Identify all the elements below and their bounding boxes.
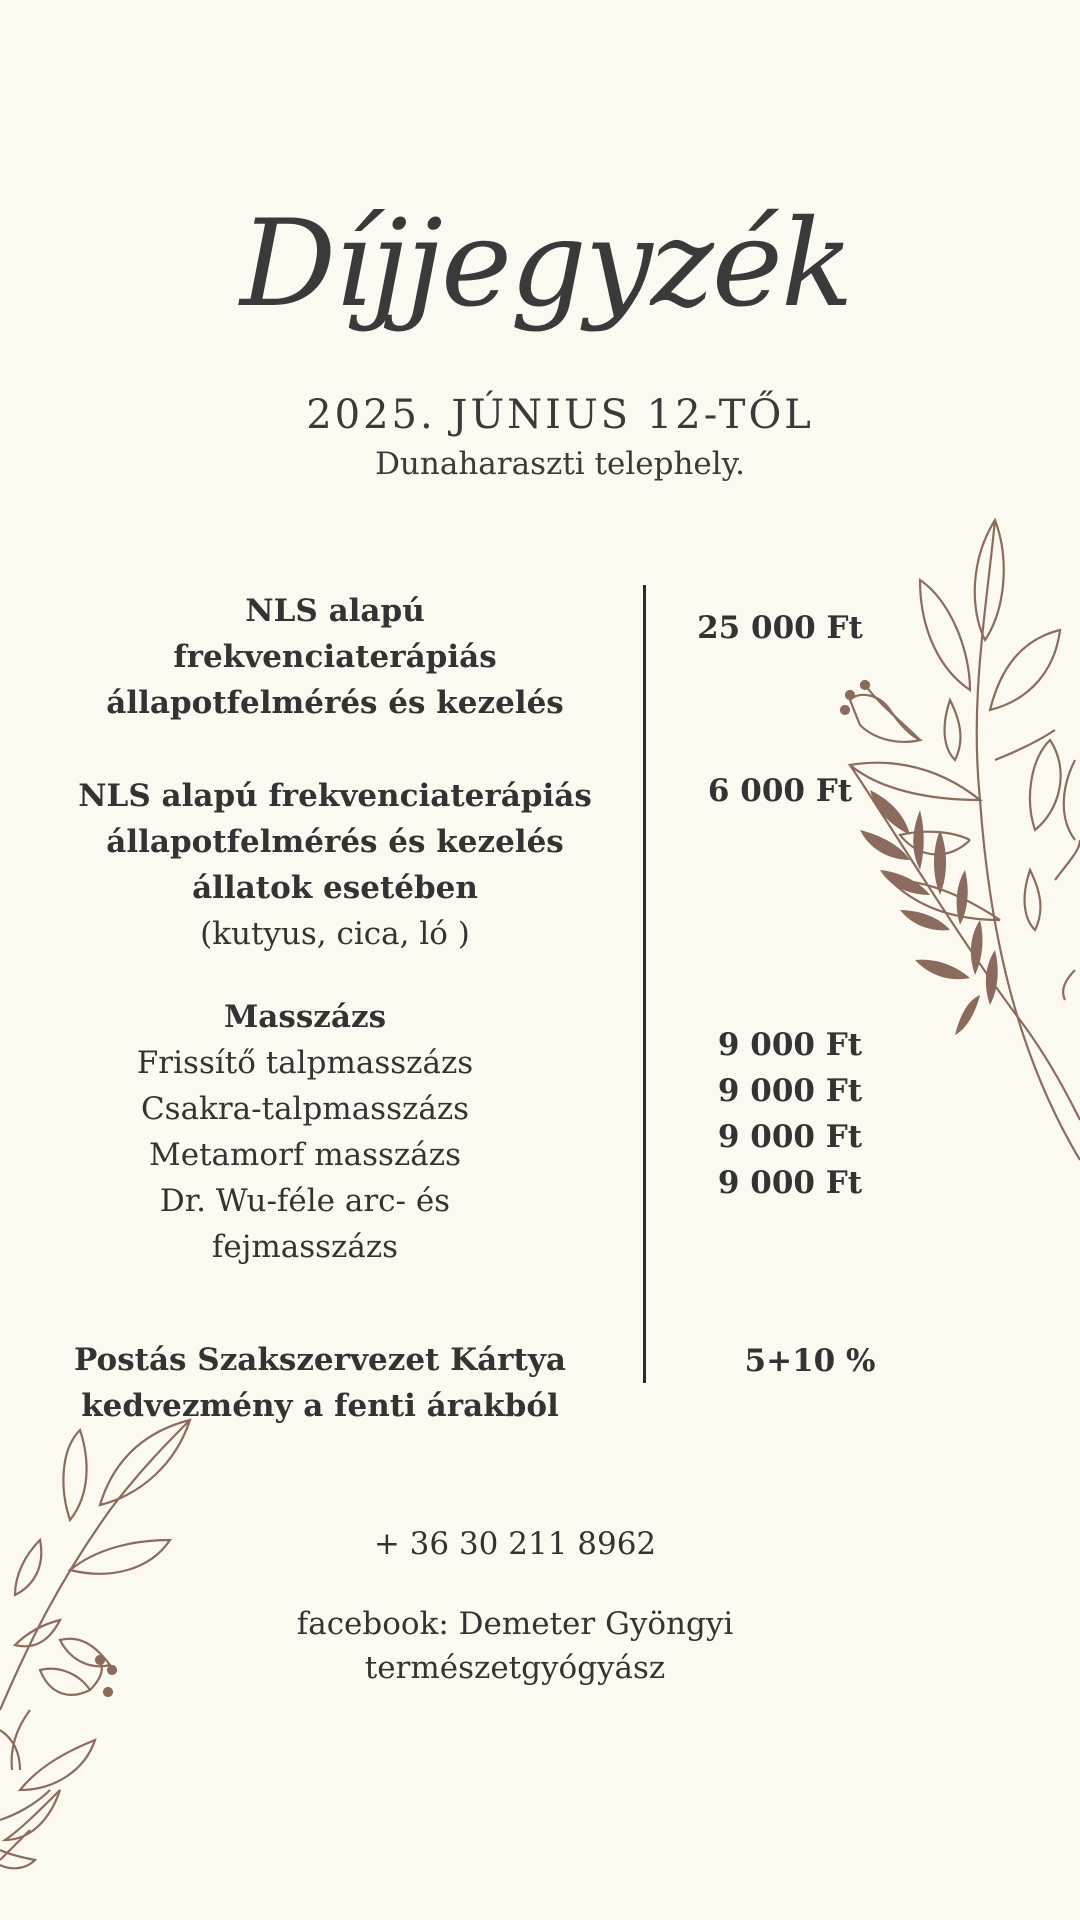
service-nls-human	[80, 588, 590, 726]
price-nls-human: 25 000 Ft	[697, 610, 863, 646]
facebook-line: facebook: Demeter Gyöngyi	[296, 1606, 734, 1642]
facebook-subtitle: természetgyógyász	[364, 1650, 666, 1686]
service-line: NLS alapú frekvenciaterápiás	[78, 778, 592, 814]
price-massage-item: 9 000 Ft	[717, 1027, 863, 1063]
massage-prices	[690, 1022, 890, 1206]
column-divider	[643, 585, 646, 1383]
massage-item: Dr. Wu-féle arc- és	[159, 1183, 451, 1219]
effective-date: 2025. JÚNIUS 12-TŐL	[306, 392, 814, 438]
service-line: frekvenciaterápiás	[173, 639, 497, 675]
price-massage-item: 9 000 Ft	[717, 1119, 863, 1155]
massage-item: fejmasszázs	[211, 1229, 399, 1265]
price-nls-animals: 6 000 Ft	[707, 773, 853, 809]
service-line: állapotfelmérés és kezelés	[106, 685, 564, 721]
massage-item: Csakra-talpmasszázs	[140, 1091, 470, 1127]
discount-postas-card	[60, 1337, 580, 1429]
discount-line: kedvezmény a fenti árakból	[81, 1388, 559, 1424]
service-note: (kutyus, cica, ló )	[200, 916, 470, 952]
price-massage-item: 9 000 Ft	[717, 1165, 863, 1201]
discount-line: Postás Szakszervezet Kártya	[74, 1342, 566, 1378]
service-line: állapotfelmérés és kezelés	[106, 824, 564, 860]
massage-item: Frissítő talpmasszázs	[136, 1045, 474, 1081]
page-title: Díjjegyzék	[240, 195, 852, 334]
phone-number: + 36 30 211 8962	[373, 1526, 657, 1562]
massage-heading: Masszázs	[223, 999, 387, 1035]
price-massage-item: 9 000 Ft	[717, 1073, 863, 1109]
service-line: NLS alapú	[245, 593, 425, 629]
service-line: állatok esetében	[192, 870, 478, 906]
location-label: Dunaharaszti telephely.	[375, 446, 745, 482]
service-massage	[80, 994, 530, 1270]
discount-value: 5+10 %	[744, 1343, 876, 1379]
massage-item: Metamorf masszázs	[149, 1137, 461, 1173]
service-nls-animals	[60, 773, 610, 957]
